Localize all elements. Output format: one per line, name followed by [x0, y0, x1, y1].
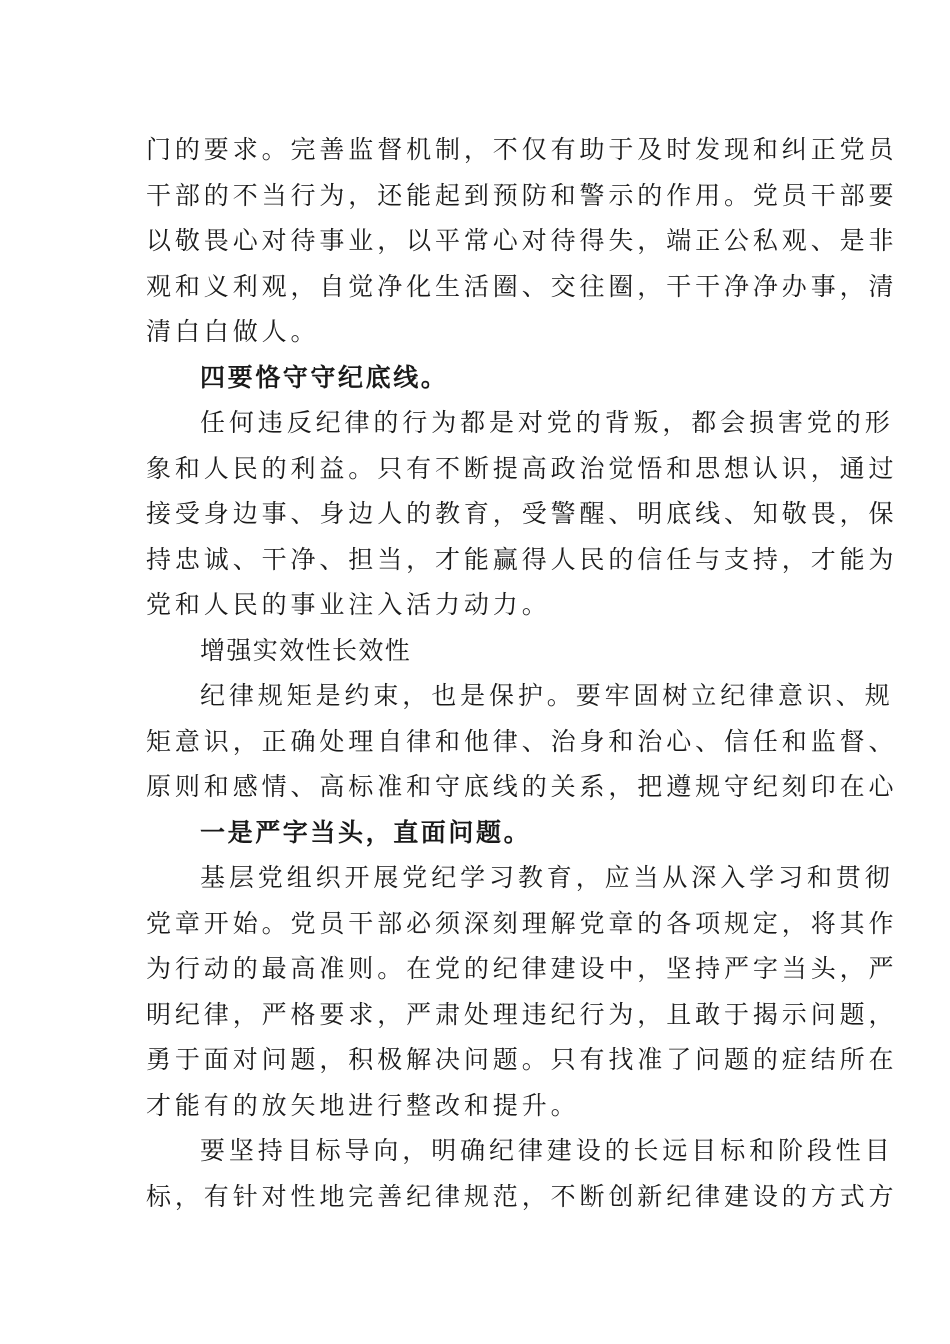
paragraph-first-line: 任何违反纪律的行为都是对党的背叛，都会损害党的形: [200, 408, 894, 437]
body-line: 门的要求。完善监督机制，不仅有助于及时发现和纠正党员: [146, 135, 898, 164]
body-line: 标，有针对性地完善纪律规范，不断创新纪律建设的方式方: [146, 1181, 898, 1211]
body-line: 观和义利观，自觉净化生活圈、交往圈，干干净净办事，清: [146, 271, 898, 301]
section-title: 增强实效性长效性: [200, 635, 412, 665]
paragraph-first-line: 基层党组织开展党纪学习教育，应当从深入学习和贯彻: [200, 863, 894, 892]
body-line: 清白白做人。: [146, 317, 320, 346]
body-line: 勇于面对问题，积极解决问题。只有找准了问题的症结所在: [146, 1045, 898, 1074]
document-body: [146, 127, 898, 1219]
body-line: 干部的不当行为，还能起到预防和警示的作用。党员干部要: [146, 180, 898, 210]
body-line: 接受身边事、身边人的教育，受警醒、明底线、知敬畏，保: [146, 499, 898, 528]
paragraph-first-line: 要坚持目标导向，明确纪律建设的长远目标和阶段性目: [200, 1136, 894, 1165]
body-line: 党和人民的事业注入活力动力。: [146, 590, 551, 619]
body-line: 明纪律，严格要求，严肃处理违纪行为，且敢于揭示问题，: [146, 999, 898, 1029]
body-line: 矩意识，正确处理自律和他律、治身和治心、信任和监督、: [146, 726, 898, 756]
section-heading-one: 一是严字当头，直面问题。: [200, 817, 532, 847]
body-line: 持忠诚、干净、担当，才能赢得人民的信任与支持，才能为: [146, 544, 898, 574]
section-heading-four: 四要恪守守纪底线。: [200, 362, 449, 392]
paragraph-first-line: 纪律规矩是约束，也是保护。要牢固树立纪律意识、规: [200, 681, 894, 710]
body-line: 为行动的最高准则。在党的纪律建设中，坚持严字当头，严: [146, 954, 898, 983]
body-line: 象和人民的利益。只有不断提高政治觉悟和思想认识，通过: [146, 453, 898, 483]
body-line: 党章开始。党员干部必须深刻理解党章的各项规定，将其作: [146, 908, 898, 938]
body-line: 才能有的放矢地进行整改和提升。: [146, 1090, 580, 1120]
body-line: 以敬畏心对待事业，以平常心对待得失，端正公私观、是非: [146, 226, 898, 255]
body-line: 原则和感情、高标准和守底线的关系，把遵规守纪刻印在心: [146, 772, 898, 801]
